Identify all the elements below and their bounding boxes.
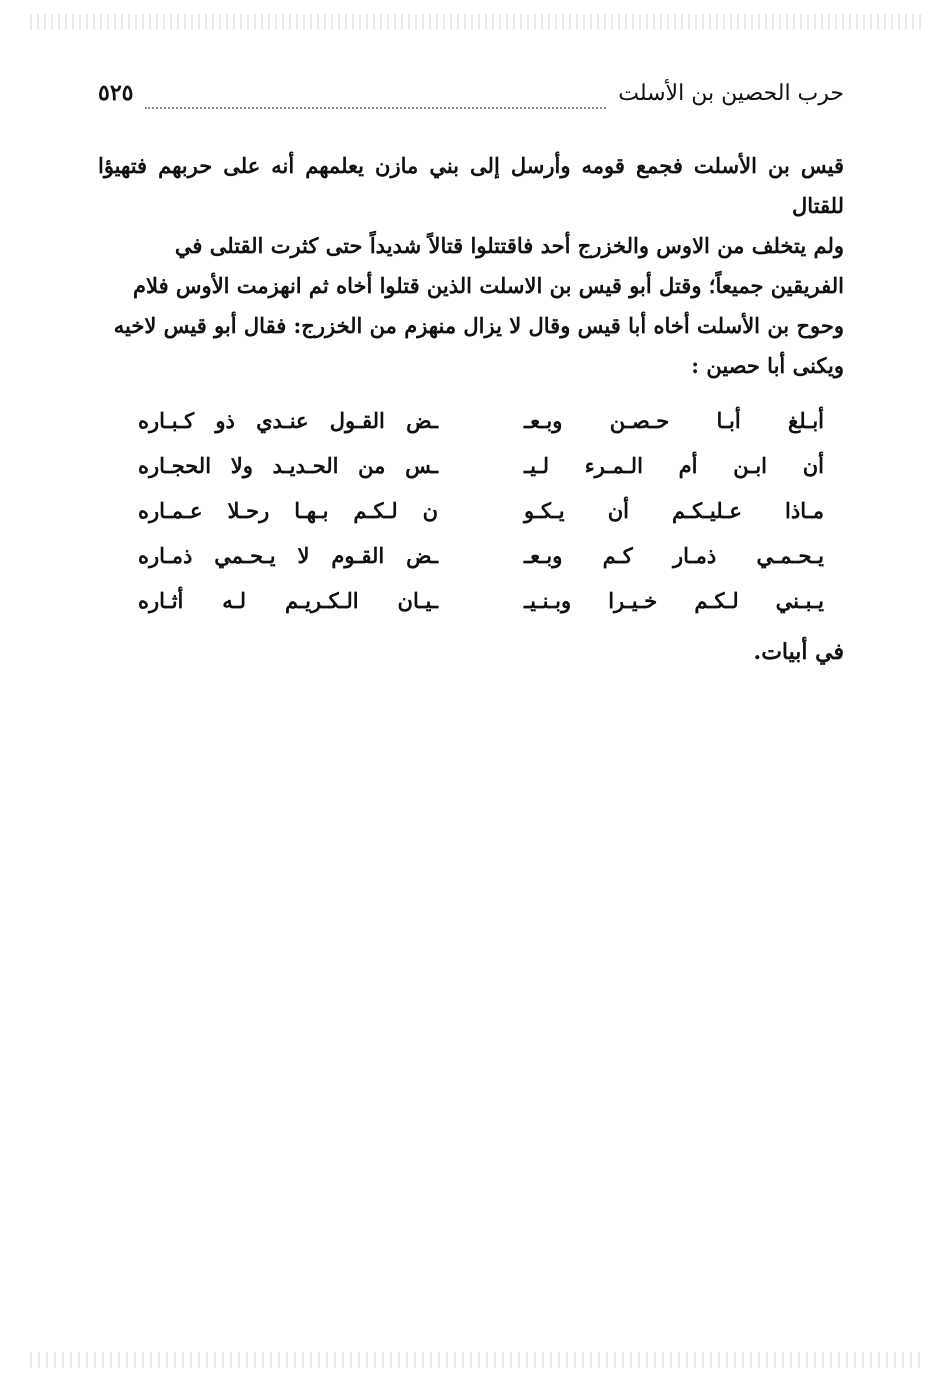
text-line: الفريقين جميعاً؛ وقتل أبو قيس بن الاسلت الذين قتلوا أخاه ثم انهزمت الأوس فلام — [133, 273, 844, 298]
verse-row — [138, 408, 824, 453]
header-dotted-leader — [145, 107, 606, 109]
verse-first-hemistich: مـاذا عـليـكـم أن يـكـو — [524, 498, 824, 523]
scan-edge-bottom — [30, 1352, 921, 1368]
closing-note: في أبيات. — [753, 639, 844, 665]
verse-first-hemistich: يـبـني لـكـم خـيـرا وبـنـيـ — [524, 588, 824, 613]
text-line: ويكنى أبا حصين : — [691, 353, 844, 378]
page-number: ٥٢٥ — [98, 80, 134, 106]
chapter-title: حرب الحصين بن الأسلت — [618, 81, 844, 106]
verse-first-hemistich: أن ابـن أم الـمـرء لـيـ — [524, 453, 824, 478]
verse-first-hemistich: أبـلغ أبـا حـصـن وبـعـ — [524, 408, 824, 433]
running-head — [98, 80, 844, 124]
verse-first-hemistich: يـحـمـي ذمـار كـم وبـعـ — [524, 543, 824, 568]
verse-second-hemistich: ـيـان الـكـريـم لـه أثـاره — [138, 588, 438, 613]
verse-second-hemistich: ـس من الحـديـد ولا الحجـاره — [138, 453, 438, 478]
text-line: ولم يتخلف من الاوس والخزرج أحد فاقتتلوا قتالاً شديداً حتى كثرت القتلى في — [174, 233, 844, 258]
verse-second-hemistich: ـض القـول عنـدي ذو كـبـاره — [138, 408, 438, 433]
scan-edge-top — [30, 14, 921, 30]
verse-row — [138, 453, 824, 498]
verse-second-hemistich: ن لـكـم بـهـا رحـلا عـمـاره — [138, 498, 438, 523]
verse-row — [138, 498, 824, 543]
text-line: وحوح بن الأسلت أخاه أبا قيس وقال لا يزال منهزم من الخزرج: فقال أبو قيس لاخيه — [113, 313, 844, 338]
book-page — [98, 80, 844, 665]
text-line: قيس بن الأسلت فجمع قومه وأرسل إلى بني مازن يعلمهم أنه على حربهم فتهيؤا للقتال — [98, 153, 844, 218]
prose-paragraph — [98, 146, 844, 386]
poem-verses — [138, 408, 824, 633]
verse-second-hemistich: ـض القـوم لا يـحـمي ذمـاره — [138, 543, 438, 568]
verse-row — [138, 543, 824, 588]
verse-row — [138, 588, 824, 633]
